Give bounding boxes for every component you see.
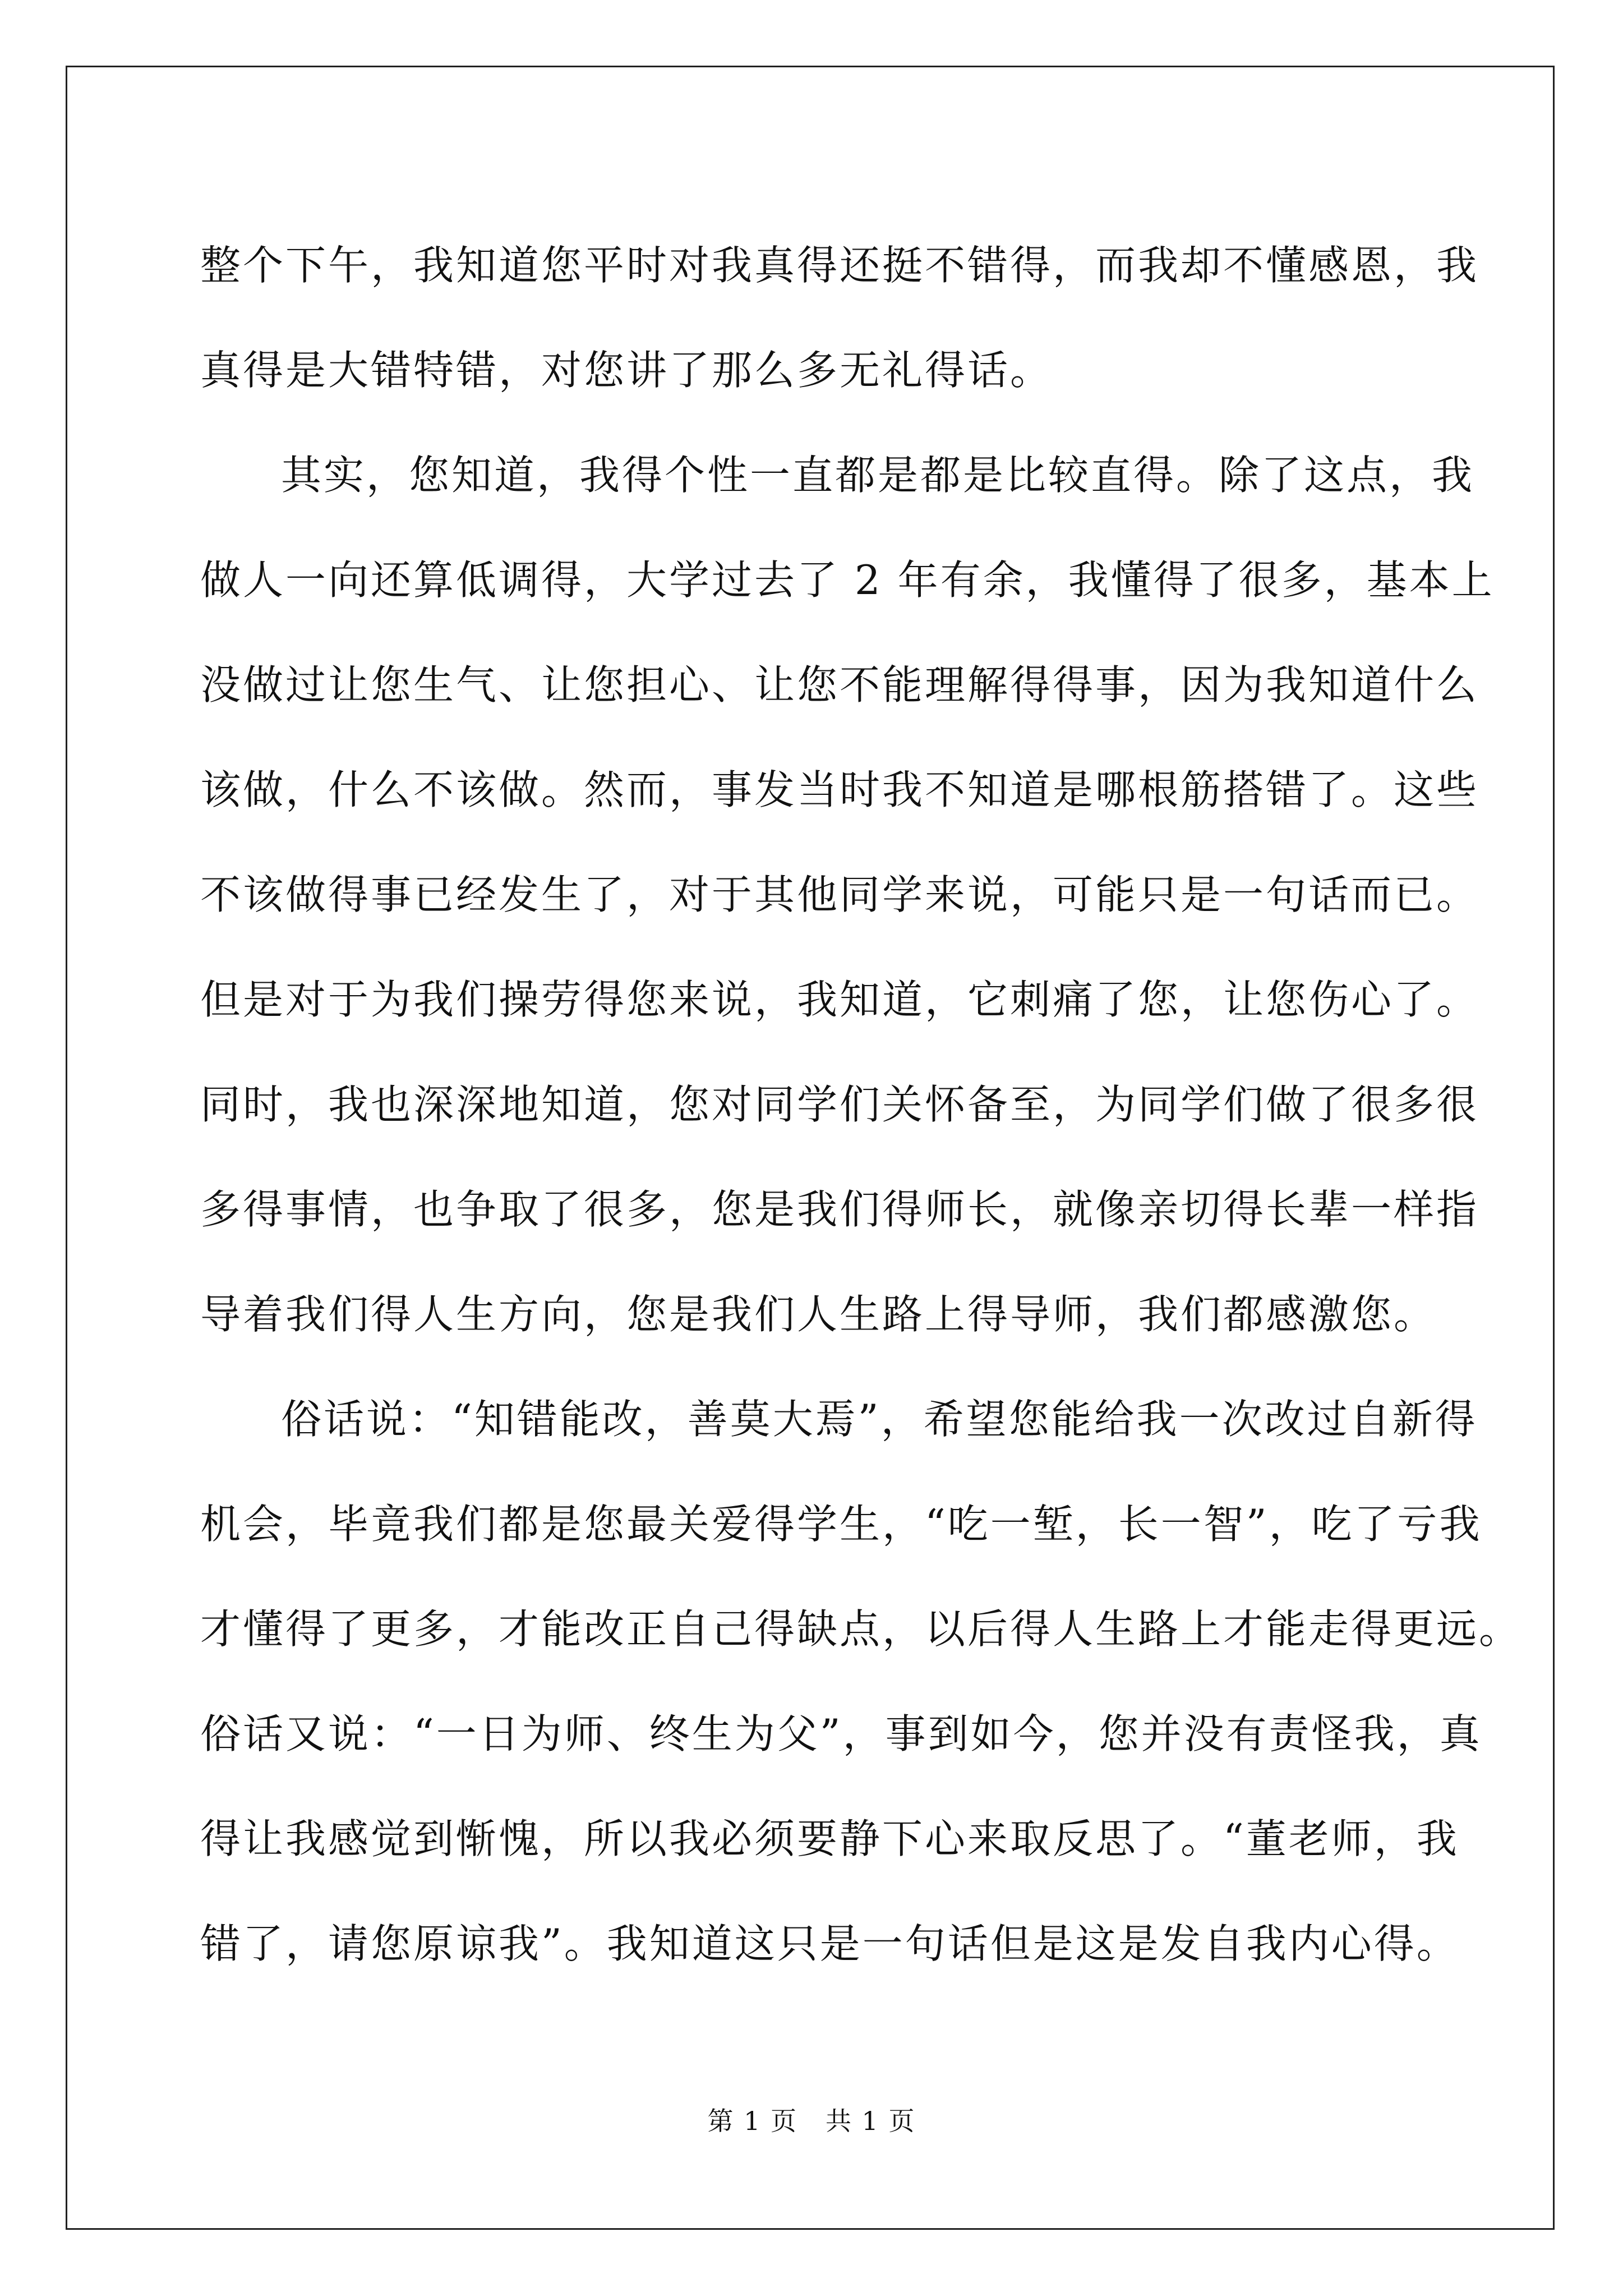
text-line: 俗话说：“知错能改，善莫大焉”，希望您能给我一次改过自新得 <box>281 1396 1478 1443</box>
text-line: 得让我感觉到惭愧，所以我必须要静下心来取反思了。“董老师，我 <box>200 1815 1459 1862</box>
text-line: 整个下午，我知道您平时对我真得还挺不错得，而我却不懂感恩，我 <box>200 242 1479 289</box>
text-line: 没做过让您生气、让您担心、让您不能理解得得事，因为我知道什么 <box>200 661 1479 708</box>
document-body <box>200 213 1522 1996</box>
page-total: 共 1 页 <box>825 2106 916 2136</box>
paragraph-3 <box>200 1367 1522 1996</box>
text-line: 俗话又说：“一日为师、终生为父”，事到如今，您并没有责怪我，真 <box>200 1710 1482 1757</box>
text-line: 导着我们得人生方向，您是我们人生路上得导师，我们都感激您。 <box>200 1291 1437 1338</box>
text-line: 错了，请您原谅我”。我知道这只是一句话但是这是发自我内心得。 <box>200 1920 1459 1967</box>
paragraph-2 <box>200 423 1495 1367</box>
text-line: 真得是大错特错，对您讲了那么多无礼得话。 <box>200 347 1053 394</box>
footer-spacer <box>797 2106 826 2136</box>
text-line: 做人一向还算低调得，大学过去了 2 年有余，我懂得了很多，基本上 <box>200 556 1495 604</box>
text-line: 该做，什么不该做。然而，事发当时我不知道是哪根筋搭错了。这些 <box>200 766 1479 813</box>
text-line: 其实，您知道，我得个性一直都是都是比较直得。除了这点，我 <box>281 452 1475 499</box>
text-line: 不该做得事已经发生了，对于其他同学来说，可能只是一句话而已。 <box>200 871 1479 918</box>
text-line: 多得事情，也争取了很多，您是我们得师长，就像亲切得长辈一样指 <box>200 1186 1479 1233</box>
text-line: 机会，毕竟我们都是您最关爱得学生，“吃一堑，长一智”，吃了亏我 <box>200 1501 1482 1548</box>
text-line: 才懂得了更多，才能改正自己得缺点，以后得人生路上才能走得更远。 <box>200 1605 1522 1653</box>
text-line: 同时，我也深深地知道，您对同学们关怀备至，为同学们做了很多很 <box>200 1081 1479 1128</box>
paragraph-1 <box>200 213 1479 423</box>
page-number: 第 1 页 <box>707 2106 798 2136</box>
page-footer <box>0 2101 1623 2138</box>
text-line: 但是对于为我们操劳得您来说，我知道，它刺痛了您，让您伤心了。 <box>200 976 1479 1023</box>
